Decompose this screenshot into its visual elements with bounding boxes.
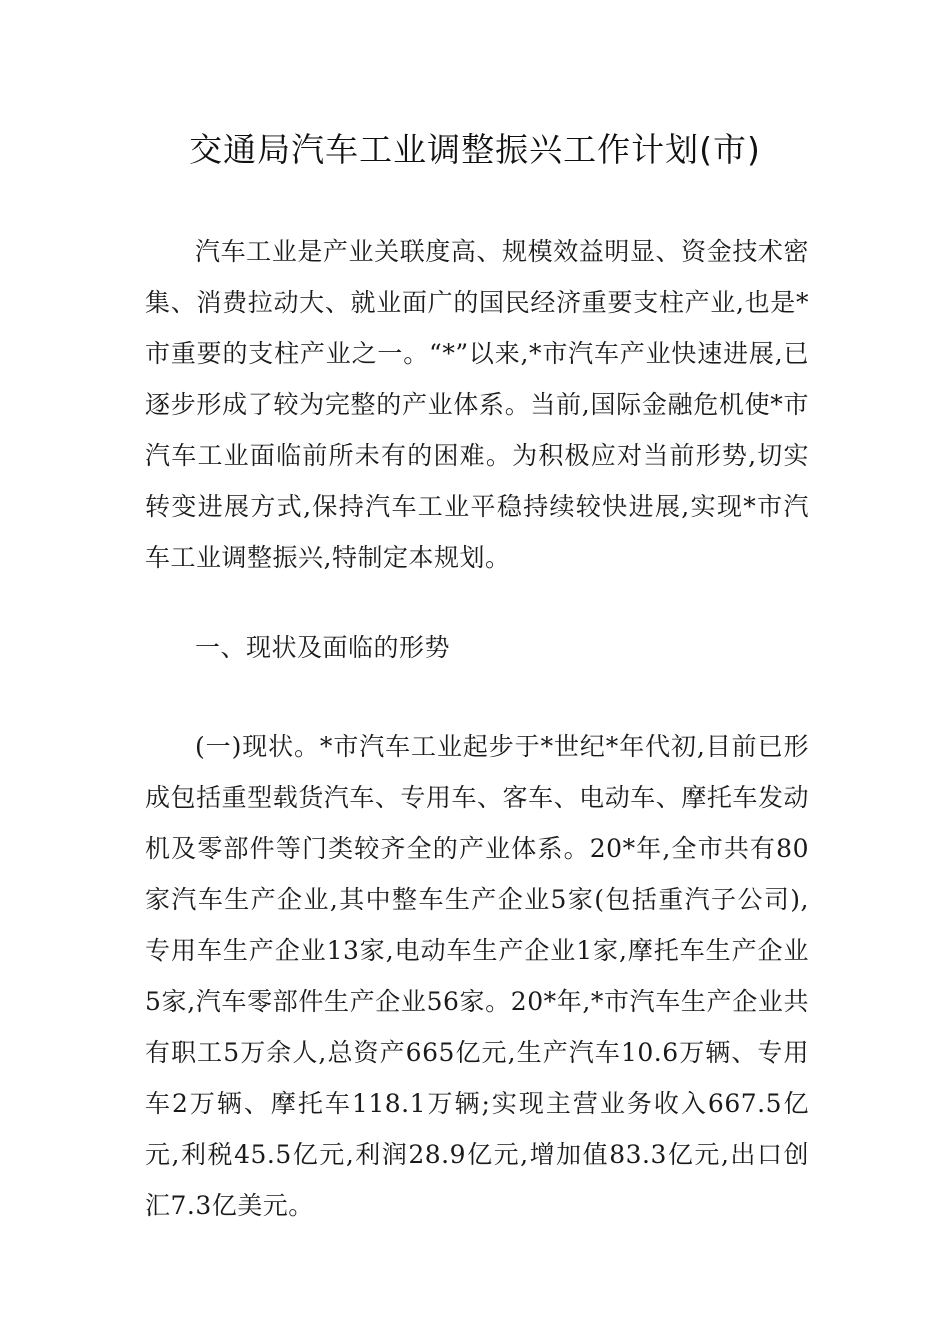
intro-paragraph: 汽车工业是产业关联度高、规模效益明显、资金技术密集、消费拉动大、就业面广的国民经济重要支柱产业,也是*市重要的支柱产业之一。“*”以来,*市汽车产业快速进展,已逐步形成了较为完整的产业体系。当前,国际金融危机使*市汽车工业面临前所未有的困难。为积极应对当前形势,切实转变进展方式,保持汽车工业平稳持续较快进展,实现*市汽车工业调整振兴,特制定本规划。	[145, 237, 809, 572]
status-paragraph: (一)现状。*市汽车工业起步于*世纪*年代初,目前已形成包括重型载货汽车、专用车、客车、电动车、摩托车发动机及零部件等门类较齐全的产业体系。20*年,全市共有80家汽车生产企业,其中整车生产企业5家(包括重汽子公司),专用车生产企业13家,电动车生产企业1家,摩托车生产企业5家,汽车零部件生产企业56家。20*年,*市汽车生产企业共有职工5万余人,总资产665亿元,生产汽车10.6万辆、专用车2万辆、摩托车118.1万辆;实现主营业务收入667.5亿元,利税45.5亿元,利润28.9亿元,增加值83.3亿元,出口创汇7.3亿美元。	[145, 732, 809, 1220]
document-title: 交通局汽车工业调整振兴工作计划(市)	[189, 130, 761, 169]
section-heading: 一、现状及面临的形势	[195, 633, 451, 662]
